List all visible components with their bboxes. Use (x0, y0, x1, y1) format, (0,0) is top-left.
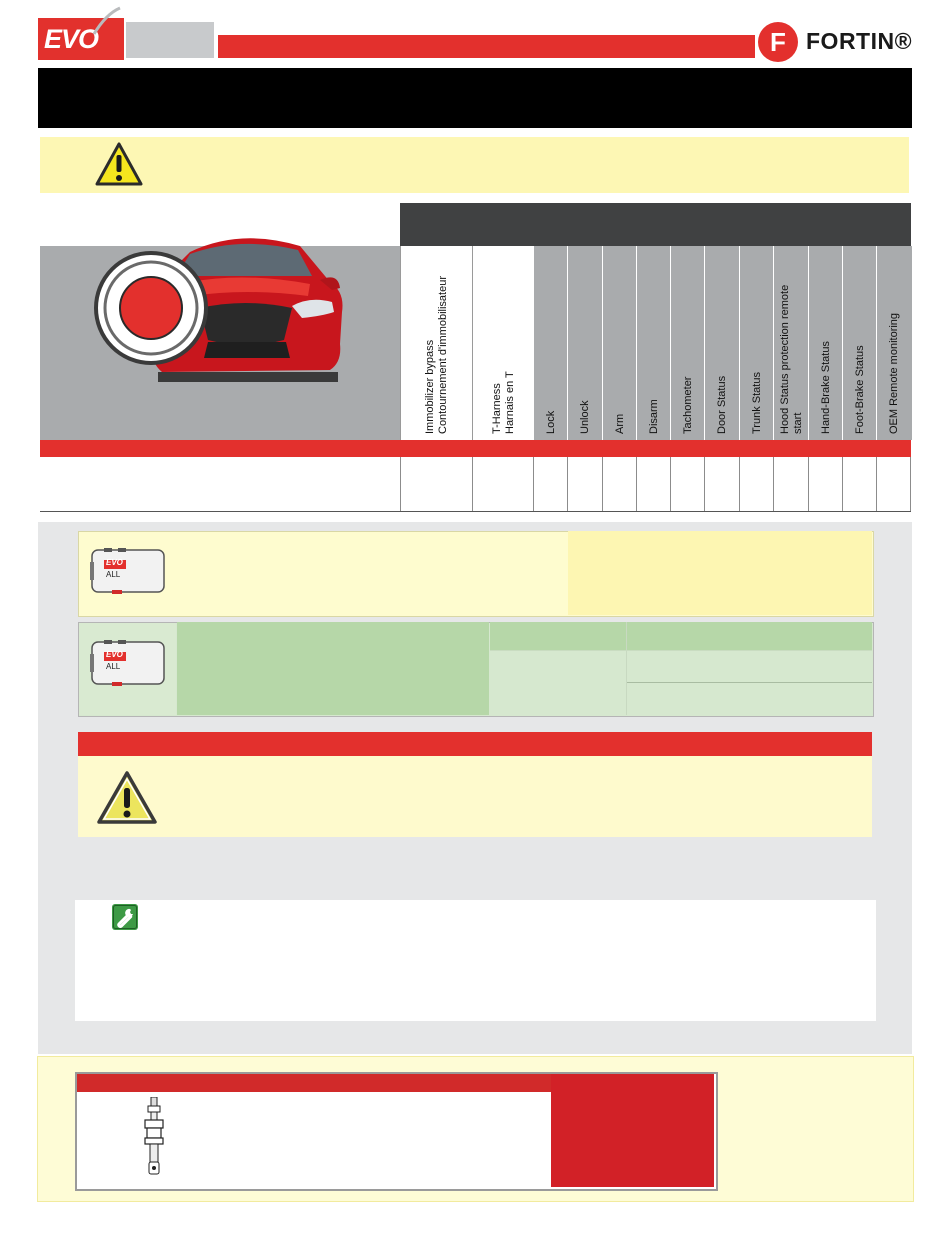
module-2-divider (626, 622, 627, 715)
table-cell (773, 457, 809, 511)
column-header-label (648, 399, 661, 434)
column-header-label (491, 371, 517, 434)
column-header-label (716, 376, 729, 434)
column-header-label (751, 372, 764, 434)
tools-note-box (75, 900, 876, 1021)
wrench-icon (112, 904, 138, 930)
column-header-line: Unlock (579, 400, 591, 434)
caution-header (78, 732, 872, 756)
column-header-label (545, 411, 558, 434)
column-header-10 (808, 246, 843, 440)
column-header-label (682, 377, 695, 434)
table-cell (876, 457, 912, 511)
column-header-9 (773, 246, 809, 440)
evo-logo-text: EVO (44, 24, 99, 54)
column-header-line: Lock (544, 410, 557, 434)
column-header-0 (400, 246, 473, 440)
table-row-bottom-line (40, 511, 911, 512)
column-header-12 (876, 246, 912, 440)
fortin-logo-icon (758, 22, 798, 62)
fortin-logo-letter: F (770, 27, 786, 57)
column-header-11 (842, 246, 877, 440)
vehicle-image-panel (40, 246, 400, 440)
column-header-2 (533, 246, 568, 440)
column-header-line: Immobilizer bypass (424, 339, 436, 434)
table-cell-edge (910, 457, 912, 511)
column-header-label (424, 276, 450, 434)
table-cell (842, 457, 877, 511)
hood-pin-switch-icon (140, 1097, 168, 1175)
module-2-sub: ALL (106, 662, 121, 671)
module-2-divider (627, 682, 872, 683)
table-cell (704, 457, 740, 511)
fortin-logo-text: FORTIN® (806, 28, 913, 54)
table-red-strip (40, 440, 911, 457)
column-header-label (854, 345, 867, 434)
column-header-8 (739, 246, 774, 440)
table-cell (602, 457, 637, 511)
car-front-image (40, 232, 400, 440)
evo-module-icon (90, 548, 166, 594)
column-header-line: Foot-Brake Status (853, 345, 866, 434)
table-cell (567, 457, 603, 511)
module-option-1-note (568, 531, 872, 615)
module-2-divider (490, 650, 872, 651)
table-cell (472, 457, 534, 511)
column-header-label (820, 341, 833, 434)
table-cell (670, 457, 705, 511)
table-cell (808, 457, 843, 511)
column-header-7 (704, 246, 740, 440)
column-header-line: T-Harness (490, 383, 503, 434)
column-header-line: Harnais en T (503, 371, 516, 434)
header-red-bar (218, 35, 755, 58)
column-header-line: Hood Status protection remote (778, 284, 791, 434)
column-header-line: Contournement d'immobilisateur (437, 275, 449, 434)
table-cell (400, 457, 473, 511)
column-header-line: Tachometer (681, 376, 694, 434)
module-1-label: EVO (106, 558, 123, 567)
evo-module-icon (90, 640, 166, 686)
caution-body (78, 756, 872, 837)
module-1-sub: ALL (106, 570, 121, 579)
table-header-bar (400, 203, 911, 246)
title-bar (38, 68, 912, 128)
column-header-line: start (791, 412, 804, 434)
part-red-panel (551, 1074, 714, 1187)
table-cell (636, 457, 671, 511)
column-header-line: Arm (613, 413, 626, 434)
warning-banner (40, 137, 909, 193)
column-header-3 (567, 246, 603, 440)
module-2-header (490, 622, 872, 650)
module-2-label: EVO (106, 650, 123, 659)
warning-triangle-icon (94, 141, 144, 187)
column-header-line: OEM Remote monitoring (888, 312, 900, 434)
table-cell (533, 457, 568, 511)
column-header-line: Hand-Brake Status (819, 341, 832, 434)
evo-logo-swoosh (92, 6, 122, 36)
part-header (77, 1074, 551, 1092)
column-header-1 (472, 246, 534, 440)
caution-triangle-icon (96, 770, 158, 826)
column-header-line: Door Status (716, 375, 728, 434)
module-2-description (177, 622, 489, 715)
column-header-6 (670, 246, 705, 440)
column-header-5 (636, 246, 671, 440)
column-header-label (779, 285, 805, 434)
column-header-label (614, 414, 627, 434)
table-cell (739, 457, 774, 511)
evo-logo-gray-block (126, 22, 214, 58)
column-header-line: Disarm (647, 399, 660, 434)
column-header-line: Trunk Status (750, 372, 763, 434)
column-header-label (579, 400, 592, 434)
column-header-4 (602, 246, 637, 440)
column-header-label (888, 313, 901, 434)
